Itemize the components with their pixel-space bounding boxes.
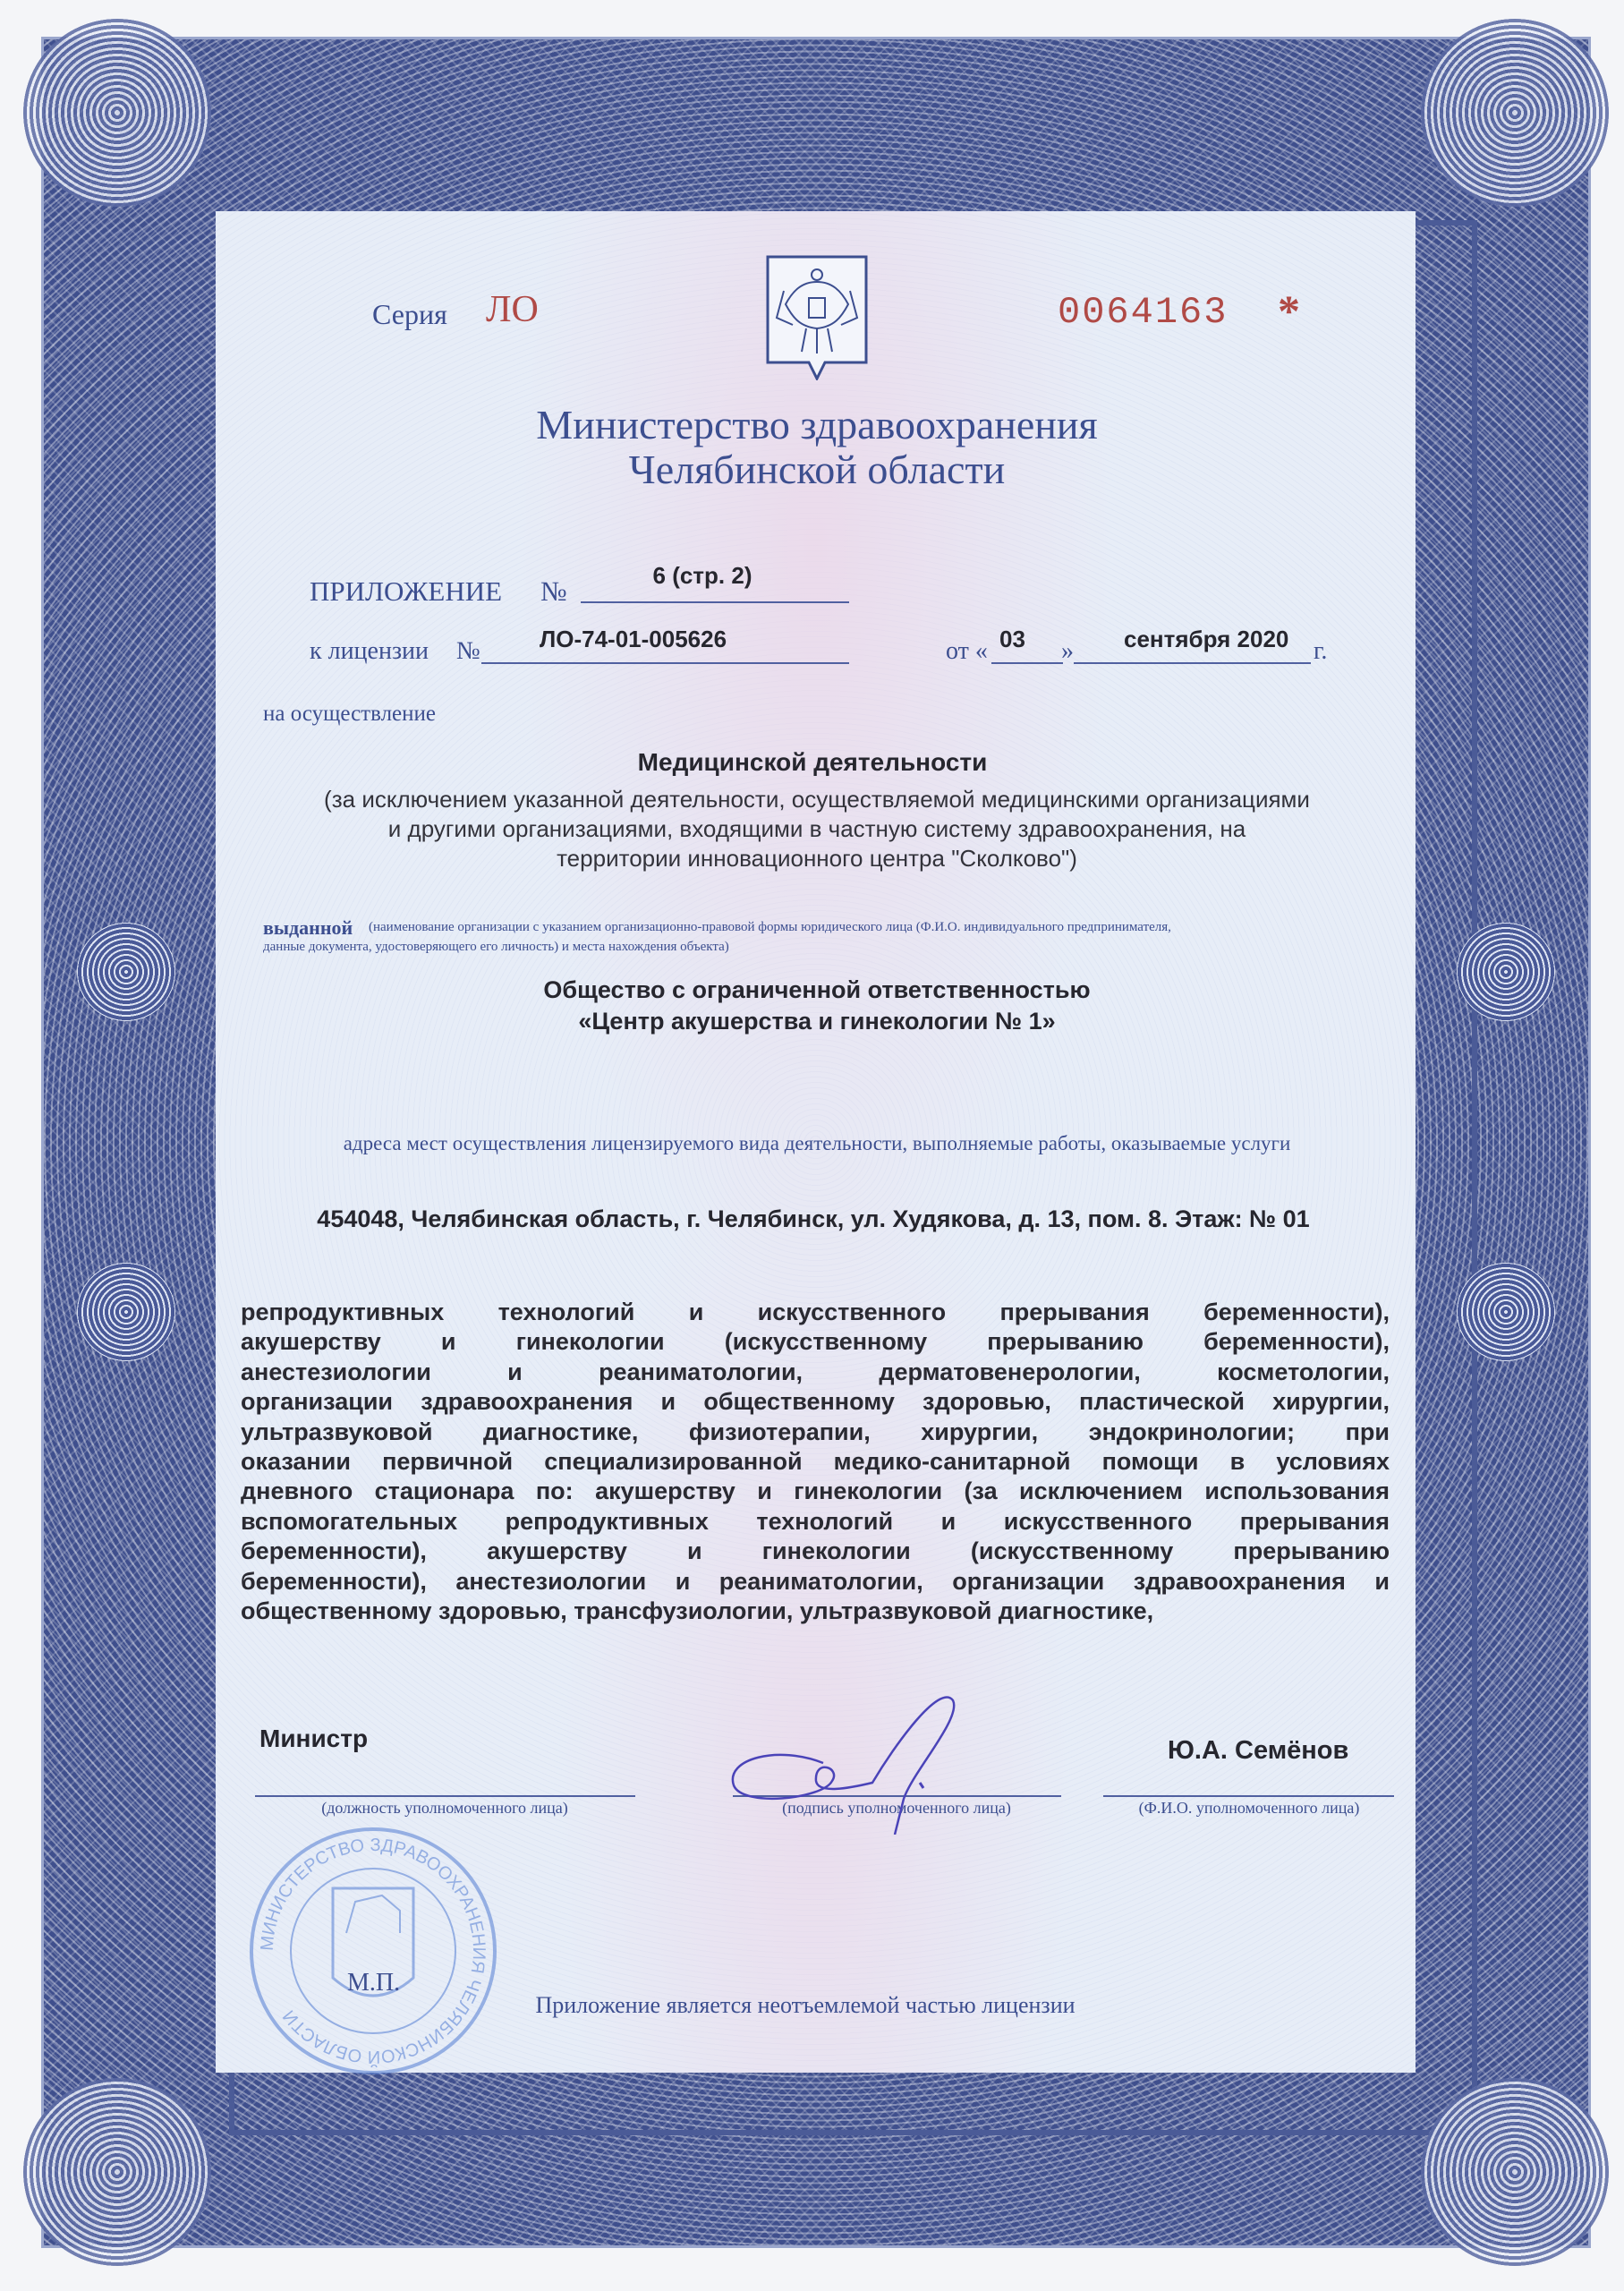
date-close-quote: » [1061, 637, 1074, 665]
license-number: ЛО-74-01-005626 [540, 626, 727, 652]
license-serial-number: 0064163 [1058, 291, 1229, 334]
corner-ornament [1421, 19, 1609, 207]
addresses-label: адреса мест осуществления лицензируемого вида деятельности, выполняемые работы, оказываемые услуги [343, 1132, 1291, 1154]
seal-place-label: М.П. [347, 1969, 401, 1997]
license-month-year: сентября 2020 [1124, 626, 1289, 652]
services-line: вспомогательных репродуктивных технологий и искусственного прерывания [241, 1507, 1390, 1535]
activity-title: Медицинской деятельности [637, 748, 988, 776]
services-line: оказании первичной специализированной медико-санитарной помощи в условиях [241, 1448, 1390, 1476]
series-label: Серия [372, 298, 447, 330]
coat-of-arms-icon [766, 255, 868, 380]
appendix-label: ПРИЛОЖЕНИЕ [310, 575, 503, 607]
month-underline [1074, 662, 1311, 664]
services-line: организации здравоохранения и общественному здоровью, пластической хирургии, [241, 1388, 1390, 1416]
day-underline [991, 662, 1063, 664]
authority-line1: Министерство здравоохранения [536, 402, 1098, 447]
side-rosette [77, 1263, 175, 1361]
stamp-text: МИНИСТЕРСТВО ЗДРАВООХРАНЕНИЯ ЧЕЛЯБИНСКОЙ ОБЛАСТИ [257, 1835, 489, 2067]
year-suffix: г. [1314, 637, 1328, 665]
name-line [1103, 1795, 1394, 1797]
authority-line2: Челябинской области [628, 447, 1006, 492]
handwritten-signature [716, 1682, 1020, 1835]
services-line: дневного стационара по: акушерству и гинекологии (за исключением использования [241, 1478, 1390, 1505]
appendix-no-sign: № [540, 575, 567, 607]
side-rosette [1457, 923, 1555, 1021]
services-line: анестезиологии и реаниматологии, дерматовенерологии, косметологии, [241, 1358, 1390, 1385]
license-label: к лицензии [310, 637, 429, 665]
organization-line2: «Центр акушерства и гинекологии № 1» [578, 1008, 1056, 1035]
side-rosette [1457, 1263, 1555, 1361]
license-underline [481, 662, 849, 664]
official-stamp [248, 1826, 498, 2076]
services-line: беременности), анестезиологии и реаниматологии, организации здравоохранения и [241, 1567, 1390, 1595]
services-line: репродуктивных технологий и искусственного прерывания беременности), [241, 1299, 1390, 1325]
activity-line: территории инновационного центра "Сколково") [557, 845, 1077, 872]
services-line: общественному здоровью, трансфузиологии, ультразвуковой диагностике, [241, 1597, 1154, 1625]
services-line: ультразвуковой диагностике, физиотерапии, хирургии, эндокринологии; при [241, 1418, 1390, 1445]
position-line [255, 1795, 635, 1797]
address-value: 454048, Челябинская область, г. Челябинск, ул. Худякова, д. 13, пом. 8. Этаж: № 01 [317, 1205, 1310, 1232]
activity-line: (за исключением указанной деятельности, осуществляемой медицинскими организациями [324, 786, 1310, 813]
services-line: акушерству и гинекологии (искусственному прерыванию беременности), [241, 1328, 1390, 1356]
organization-line1: Общество с ограниченной ответственностью [543, 976, 1091, 1003]
activity-line: и другими организациями, входящими в частную систему здравоохранения, на [387, 815, 1246, 842]
date-from-label: от « [946, 637, 988, 665]
corner-ornament [23, 19, 211, 207]
serial-mark: * [1278, 285, 1300, 336]
caption-position: (должность уполномоченного лица) [321, 1799, 568, 1817]
series-value: ЛО [486, 289, 539, 330]
license-day: 03 [999, 626, 1025, 652]
services-paragraph [241, 1298, 1390, 1626]
services-line: беременности), акушерству и гинекологии (искусственному прерыванию [241, 1537, 1390, 1565]
footer-note: Приложение является неотъемлемой частью лицензии [535, 1992, 1076, 2018]
issued-note-line1: (наименование организации с указанием организационно-правовой формы юридического лица (Ф.И.О. индивидуального предпринимателя, [369, 920, 1171, 934]
signatory-name: Ю.А. Семёнов [1168, 1736, 1349, 1765]
caption-signature: (подпись уполномоченного лица) [782, 1799, 1011, 1817]
caption-name: (Ф.И.О. уполномоченного лица) [1138, 1799, 1360, 1817]
issued-note-line2: данные документа, удостоверяющего его личность) и места нахождения объекта) [263, 940, 729, 954]
issued-label: выданной [263, 916, 353, 939]
license-no-sign: № [456, 637, 480, 665]
corner-ornament [23, 2078, 211, 2266]
side-rosette [77, 923, 175, 1021]
corner-ornament [1421, 2078, 1609, 2266]
appendix-value: 6 (стр. 2) [652, 562, 752, 589]
activity-label: на осуществление [263, 702, 437, 726]
appendix-underline [581, 601, 849, 603]
signatory-position: Министр [259, 1725, 369, 1752]
